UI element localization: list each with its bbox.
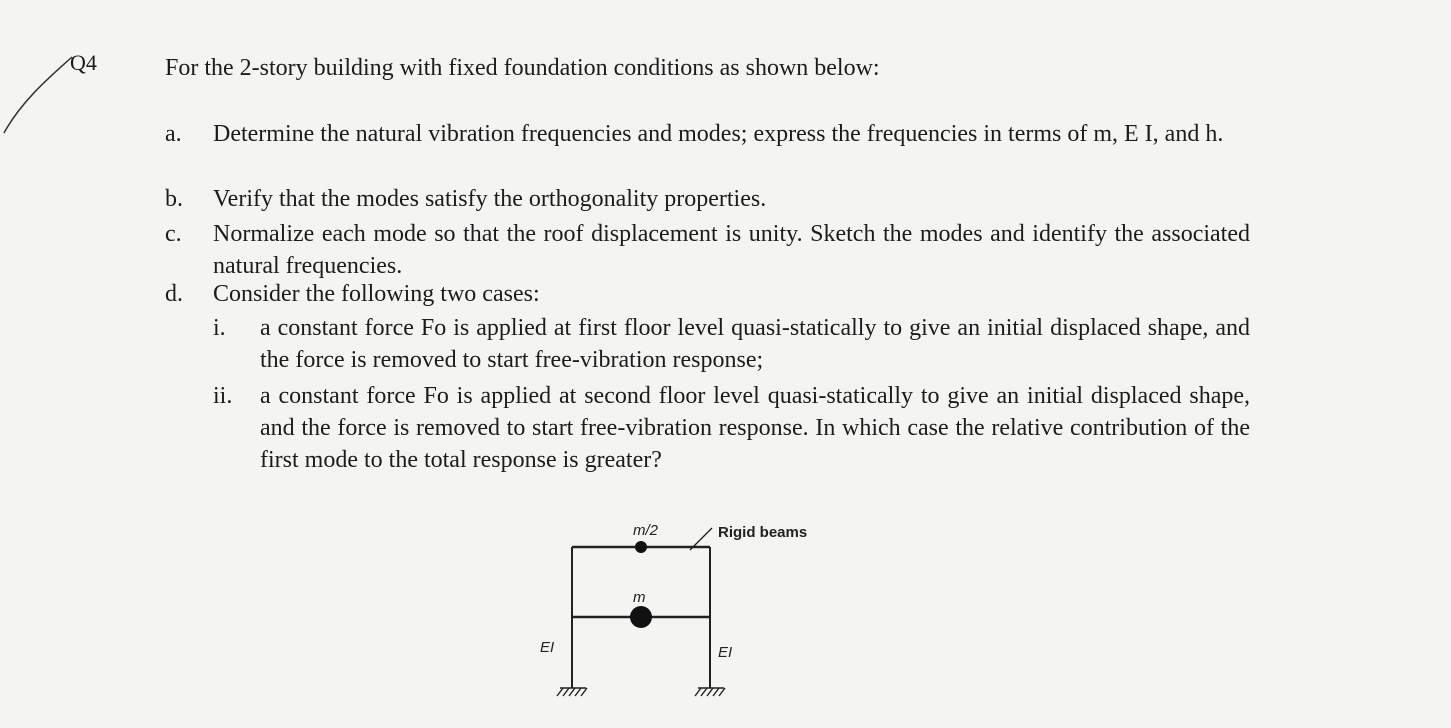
case-label: i.	[213, 315, 226, 341]
floor-mass	[630, 606, 652, 628]
left-column-stiffness-label: EI	[540, 639, 555, 656]
part-label: d.	[165, 281, 183, 307]
roof-mass-label: m/2	[633, 522, 659, 539]
part-text: Determine the natural vibration frequencies and modes; express the frequencies in terms of m, E I, and h.	[213, 121, 1224, 147]
part-label: c.	[165, 221, 182, 247]
question-intro: For the 2-story building with fixed foundation conditions as shown below:	[165, 55, 880, 81]
part-label: b.	[165, 186, 183, 212]
part-text: Consider the following two cases:	[213, 281, 540, 307]
question-number: Q4	[70, 50, 97, 75]
case-label: ii.	[213, 383, 233, 409]
case-text: a constant force Fo is applied at second floor level quasi-statically to give an initial displaced shape, and the force is removed to start free-vibration response. In which case the relative contribution of the first mode to the total response is greater?	[260, 383, 1250, 473]
roof-mass	[635, 541, 647, 553]
left-fixed-support	[557, 688, 587, 696]
part-a	[165, 118, 1250, 182]
case-ii	[213, 380, 1250, 476]
part-text: Verify that the modes satisfy the orthogonality properties.	[213, 186, 767, 212]
rigid-beams-label: Rigid beams	[718, 524, 808, 541]
floor-mass-label: m	[633, 589, 646, 606]
part-label: a.	[165, 121, 182, 147]
case-text: a constant force Fo is applied at first floor level quasi-statically to give an initial displaced shape, and the force is removed to start free-vibration response;	[260, 315, 1250, 373]
part-b	[165, 183, 1250, 215]
right-fixed-support	[695, 688, 725, 696]
case-i	[213, 312, 1250, 376]
part-d	[165, 278, 1250, 310]
part-text: Normalize each mode so that the roof displacement is unity. Sketch the modes and identify the associated natural frequencies.	[213, 221, 1250, 279]
part-c	[165, 218, 1250, 282]
right-column-stiffness-label: EI	[718, 644, 733, 661]
two-story-frame-diagram	[520, 510, 840, 725]
